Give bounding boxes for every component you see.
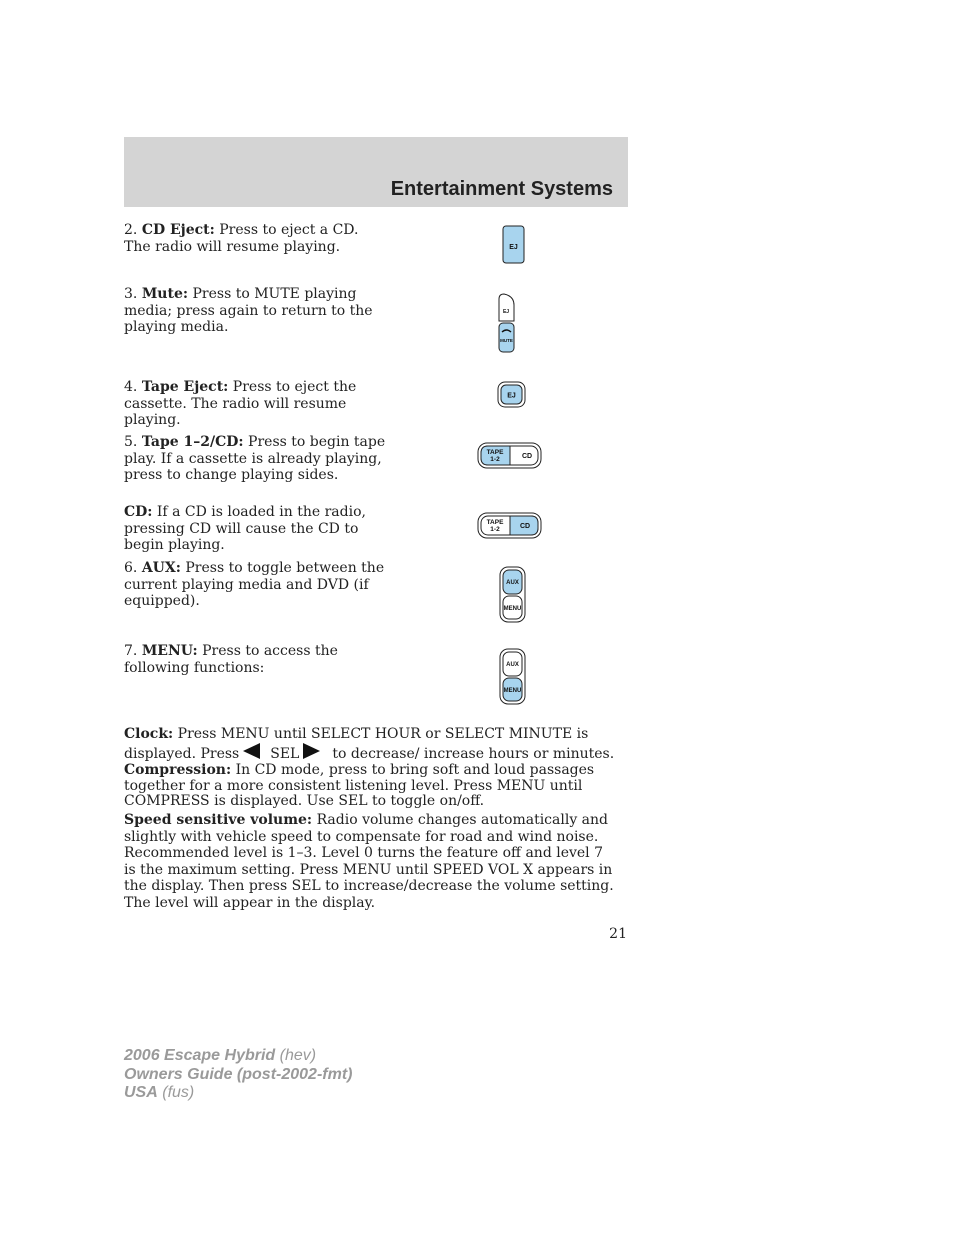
svg-text:MENU: MENU (503, 606, 522, 612)
svg-text:EJ: EJ (507, 392, 516, 400)
svg-text:CD: CD (521, 453, 533, 460)
function-clock: Clock: Press MENU until SELECT HOUR or SELECT MINUTE is displayed. Press SEL to decrease/ increase hours or minutes. (124, 726, 615, 762)
item-tape-eject: 4. Tape Eject: Press to eject the cassette. The radio will resume playing. (124, 379, 357, 428)
right-arrow-icon (303, 743, 320, 759)
cd-eject-button-illustration (502, 225, 526, 265)
function-speed-volume: Speed sensitive volume: Radio volume changes automatically and slightly with vehicle speed to compensate for road and wind noise. Recommended level is 1–3. Level 0 turns the feature off and level 7 is the maximum setting. Press MENU until SPEED VOL X appears in the display. Then press SEL to increase/decrease the volume setting. The level will appear in the display. (124, 812, 614, 911)
svg-text:TAPE: TAPE (486, 449, 504, 456)
svg-text:MENU: MENU (503, 688, 522, 694)
page-number: 21 (609, 926, 627, 942)
svg-text:AUX: AUX (506, 580, 519, 586)
svg-text:AUX: AUX (506, 662, 519, 668)
item-aux: 6. AUX: Press to toggle between the current playing media and DVD (if equipped). (124, 560, 385, 609)
mute-button-illustration (497, 292, 519, 354)
item-cd: CD: If a CD is loaded in the radio, pressing CD will cause the CD to begin playing. (124, 504, 366, 553)
tape-cd-button-illustration-2 (477, 512, 543, 540)
menu-button-illustration (499, 648, 527, 706)
item-cd-eject: 2. CD Eject: Press to eject a CD. The radio will resume playing. (124, 222, 359, 255)
item-menu: 7. MENU: Press to access the following functions: (124, 643, 338, 676)
svg-text:1-2: 1-2 (490, 526, 500, 533)
header-band (124, 137, 628, 207)
aux-button-illustration (499, 566, 527, 624)
left-arrow-icon (243, 743, 260, 759)
page-title: Entertainment Systems (390, 178, 613, 200)
svg-text:EJ: EJ (509, 244, 518, 251)
item-mute: 3. Mute: Press to MUTE playing media; press again to return to the playing media. (124, 286, 373, 335)
footer: 2006 Escape Hybrid (hev) Owners Guide (post-2002-fmt) USA (fus) (124, 1047, 353, 1101)
item-tape-cd: 5. Tape 1–2/CD: Press to begin tape play. If a cassette is already playing, press to change playing sides. (124, 434, 386, 483)
svg-text:TAPE: TAPE (486, 519, 504, 526)
tape-cd-button-illustration-1 (477, 442, 543, 470)
tape-eject-button-illustration (497, 381, 527, 409)
svg-text:CD: CD (519, 523, 531, 530)
function-compression: Compression: In CD mode, press to bring soft and loud passages together for a more consistent listening level. Press MENU until COMPRESS is displayed. Use SEL to toggle on/off. (124, 762, 595, 809)
svg-text:MUTE: MUTE (500, 338, 513, 343)
svg-text:1-2: 1-2 (490, 456, 500, 463)
svg-text:EJ: EJ (502, 309, 510, 315)
